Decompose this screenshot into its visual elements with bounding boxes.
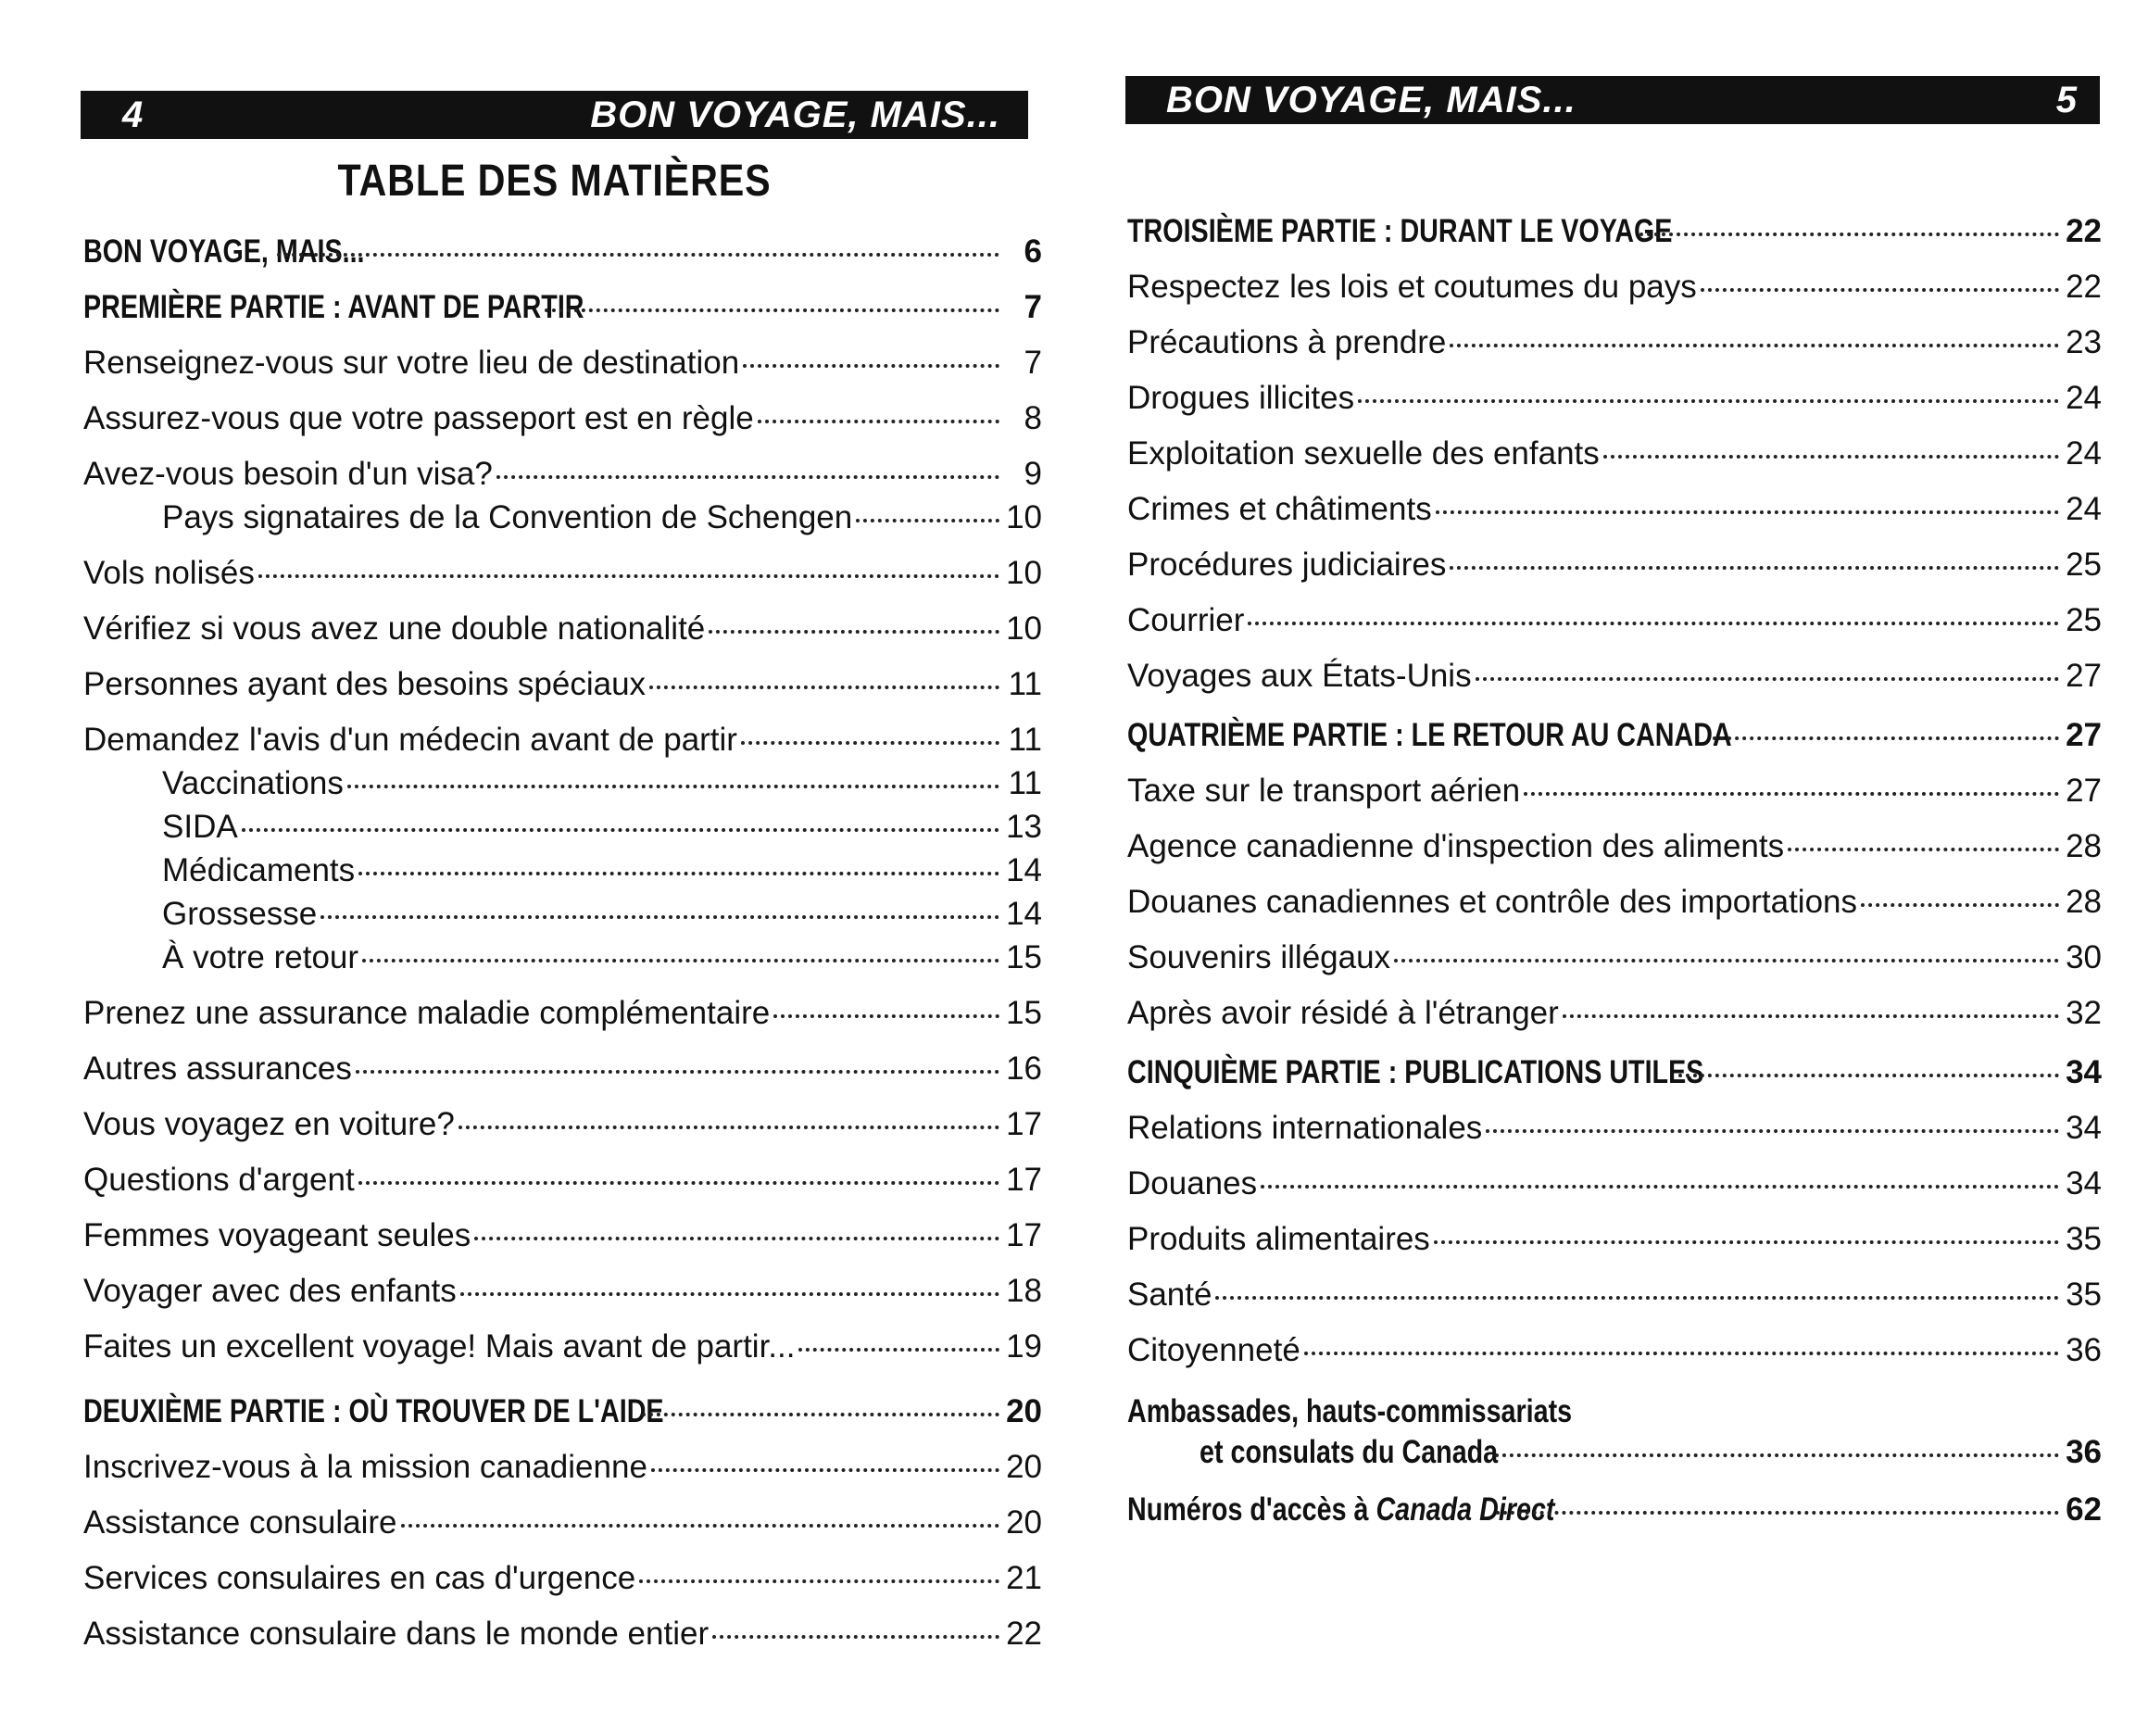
- toc-entry[interactable]: Citoyenneté 36: [1127, 1332, 2102, 1368]
- toc-part-heading[interactable]: Numéros d'accès à Canada Direct 62: [1127, 1491, 2102, 1528]
- toc-entry[interactable]: Avez-vous besoin d'un visa? 9: [83, 456, 1042, 492]
- right-page-header: [1125, 76, 2100, 124]
- toc-entry[interactable]: Voyager avec des enfants 18: [83, 1273, 1042, 1309]
- toc-list-left: [83, 232, 1042, 1669]
- toc-entry[interactable]: Personnes ayant des besoins spéciaux 11: [83, 666, 1042, 702]
- toc-entry[interactable]: Assurez-vous que votre passeport est en règle 8: [83, 400, 1042, 436]
- toc-entry[interactable]: Exploitation sexuelle des enfants 24: [1127, 435, 2102, 472]
- toc-entry[interactable]: Autres assurances 16: [83, 1050, 1042, 1087]
- toc-entry[interactable]: Douanes canadiennes et contrôle des importations 28: [1127, 884, 2102, 920]
- toc-subentry[interactable]: Pays signataires de la Convention de Schengen 10: [162, 499, 1042, 535]
- toc-part-heading[interactable]: QUATRIÈME PARTIE : LE RETOUR AU CANADA 27: [1127, 717, 2102, 753]
- toc-list-right: [1127, 211, 2102, 1545]
- toc-entry[interactable]: Produits alimentaires 35: [1127, 1221, 2102, 1257]
- right-page: [1074, 0, 2148, 1736]
- toc-entry[interactable]: Courrier 25: [1127, 602, 2102, 638]
- toc-subentry[interactable]: Médicaments 14: [162, 852, 1042, 888]
- toc-entry[interactable]: Services consulaires en cas d'urgence 21: [83, 1560, 1042, 1596]
- toc-subentry[interactable]: Vaccinations 11: [162, 765, 1042, 801]
- toc-entry[interactable]: Vols nolisés 10: [83, 555, 1042, 591]
- toc-part-heading[interactable]: DEUXIÈME PARTIE : OÙ TROUVER DE L'AIDE 20: [83, 1393, 1042, 1429]
- toc-entry[interactable]: Vous voyagez en voiture? 17: [83, 1106, 1042, 1142]
- toc-part-heading[interactable]: Ambassades, hauts-commissariats et consulats du Canada 36: [1127, 1393, 2102, 1470]
- toc-entry[interactable]: Prenez une assurance maladie complémentaire 15: [83, 995, 1042, 1031]
- toc-entry[interactable]: Renseignez-vous sur votre lieu de destination 7: [83, 345, 1042, 381]
- toc-subentry[interactable]: À votre retour 15: [162, 939, 1042, 975]
- toc-entry[interactable]: Faites un excellent voyage! Mais avant de partir... 19: [83, 1328, 1042, 1365]
- toc-entry[interactable]: Respectez les lois et coutumes du pays 22: [1127, 269, 2102, 305]
- toc-entry[interactable]: Inscrivez-vous à la mission canadienne 20: [83, 1449, 1042, 1485]
- toc-part-heading[interactable]: CINQUIÈME PARTIE : PUBLICATIONS UTILES 34: [1127, 1054, 2102, 1090]
- toc-entry[interactable]: Relations internationales 34: [1127, 1110, 2102, 1146]
- toc-entry[interactable]: Assistance consulaire 20: [83, 1504, 1042, 1541]
- toc-entry[interactable]: Douanes 34: [1127, 1165, 2102, 1201]
- toc-title: TABLE DES MATIÈRES: [337, 157, 772, 206]
- toc-entry[interactable]: Précautions à prendre 23: [1127, 324, 2102, 360]
- toc-entry[interactable]: Assistance consulaire dans le monde entier 22: [83, 1616, 1042, 1652]
- toc-entry[interactable]: Drogues illicites 24: [1127, 380, 2102, 416]
- toc-part-heading[interactable]: BON VOYAGE, MAIS... 6: [83, 233, 1042, 270]
- page-number: 4: [122, 94, 144, 135]
- toc-entry[interactable]: Questions d'argent 17: [83, 1162, 1042, 1198]
- toc-subentry[interactable]: Grossesse 14: [162, 896, 1042, 932]
- toc-entry[interactable]: Femmes voyageant seules 17: [83, 1217, 1042, 1253]
- toc-entry[interactable]: Procédures judiciaires 25: [1127, 547, 2102, 583]
- left-page-header: [81, 91, 1028, 139]
- toc-entry[interactable]: Souvenirs illégaux 30: [1127, 939, 2102, 975]
- toc-entry[interactable]: Après avoir résidé à l'étranger 32: [1127, 995, 2102, 1031]
- page-number: 5: [2055, 80, 2077, 120]
- running-header-title: BON VOYAGE, MAIS...: [590, 94, 1000, 135]
- toc-entry[interactable]: Demandez l'avis d'un médecin avant de partir 11: [83, 722, 1042, 758]
- toc-entry[interactable]: Voyages aux États-Unis 27: [1127, 658, 2102, 694]
- toc-entry[interactable]: Agence canadienne d'inspection des aliments 28: [1127, 828, 2102, 864]
- toc-entry[interactable]: Vérifiez si vous avez une double nationalité 10: [83, 610, 1042, 647]
- toc-entry[interactable]: Santé 35: [1127, 1277, 2102, 1313]
- running-header-title: BON VOYAGE, MAIS...: [1166, 80, 1576, 120]
- toc-entry[interactable]: Taxe sur le transport aérien 27: [1127, 773, 2102, 809]
- toc-part-heading[interactable]: PREMIÈRE PARTIE : AVANT DE PARTIR 7: [83, 289, 1042, 325]
- toc-part-heading[interactable]: TROISIÈME PARTIE : DURANT LE VOYAGE 22: [1127, 213, 2102, 249]
- toc-entry[interactable]: Crimes et châtiments 24: [1127, 491, 2102, 527]
- toc-subentry[interactable]: SIDA 13: [162, 809, 1042, 845]
